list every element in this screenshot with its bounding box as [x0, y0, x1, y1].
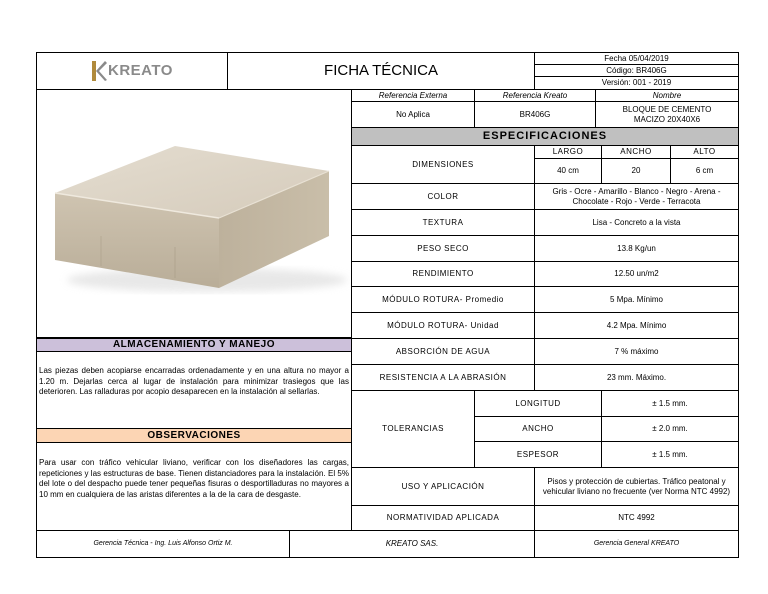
- version-text: Versión: 001 - 2019: [534, 76, 739, 90]
- alto-value: 6 cm: [670, 158, 739, 184]
- modulo-unidad-label: MÓDULO ROTURA- Unidad: [351, 312, 535, 339]
- alto-header: ALTO: [670, 145, 739, 159]
- tol-longitud-label: LONGITUD: [474, 390, 602, 417]
- ref-externa-value: No Aplica: [351, 101, 475, 128]
- kreato-logo: [91, 60, 173, 82]
- tol-longitud-value: ± 1.5 mm.: [601, 390, 739, 417]
- color-value: Gris - Ocre - Amarillo - Blanco - Negro - Arena - Chocolate - Rojo - Verde - Terracota: [534, 183, 739, 210]
- page-title: FICHA TÉCNICA: [227, 52, 535, 90]
- color-label: COLOR: [351, 183, 535, 210]
- observaciones-header: OBSERVACIONES: [36, 428, 352, 443]
- footer-company: KREATO SAS.: [289, 530, 535, 558]
- uso-label: USO Y APLICACIÓN: [351, 467, 535, 506]
- modulo-unidad-value: 4.2 Mpa. Mínimo: [534, 312, 739, 339]
- tolerancias-label: TOLERANCIAS: [351, 390, 475, 468]
- especificaciones-header: ESPECIFICACIONES: [351, 127, 739, 146]
- abrasion-label: RESISTENCIA A LA ABRASIÓN: [351, 364, 535, 391]
- uso-value: Pisos y protección de cubiertas. Tráfico peatonal y vehicular liviano no frecuente (ver Norma NTC 4992): [534, 467, 739, 506]
- almacenamiento-text: Las piezas deben acopiarse encarradas ordenadamente y en una altura no mayor a 1.20 m. Dejarlas cerca al lugar de instalación para minimizar trasiegos que las deterioren. Las ralladuras por acopio desaparecen en la instalación al sellarlas.: [39, 366, 349, 397]
- dimensiones-label: DIMENSIONES: [351, 145, 535, 184]
- almacenamiento-header: ALMACENAMIENTO Y MANEJO: [36, 338, 352, 352]
- ref-kreato-header: Referencia Kreato: [474, 89, 596, 102]
- largo-header: LARGO: [534, 145, 602, 159]
- logo-cell: [36, 52, 228, 90]
- largo-value: 40 cm: [534, 158, 602, 184]
- nombre-header: Nombre: [595, 89, 739, 102]
- ancho-value: 20: [601, 158, 671, 184]
- normatividad-value: NTC 4992: [534, 505, 739, 531]
- ancho-header: ANCHO: [601, 145, 671, 159]
- modulo-promedio-label: MÓDULO ROTURA- Promedio: [351, 286, 535, 313]
- paver-block-image: [37, 90, 351, 337]
- tol-ancho-value: ± 2.0 mm.: [601, 416, 739, 442]
- textura-label: TEXTURA: [351, 209, 535, 236]
- logo-k-mark-icon: [91, 60, 107, 82]
- logo-text: KREATO: [108, 62, 173, 80]
- peso-label: PESO SECO: [351, 235, 535, 262]
- textura-value: Lisa - Concreto a la vista: [534, 209, 739, 236]
- product-image-panel: [36, 89, 352, 338]
- ref-externa-header: Referencia Externa: [351, 89, 475, 102]
- tol-espesor-label: ESPESOR: [474, 441, 602, 468]
- abrasion-value: 23 mm. Máximo.: [534, 364, 739, 391]
- absorcion-label: ABSORCIÓN DE AGUA: [351, 338, 535, 365]
- rendimiento-label: RENDIMIENTO: [351, 261, 535, 287]
- observaciones-text: Para usar con tráfico vehicular liviano, verificar con los diseñadores las cargas, repeticiones y las estructuras de base. Tienen distanciadores para la instalación. El 5% del lote o del despacho puede tener pequeñas fisuras o desportilladuras no mayores a 10 mm en cualquiera de las aristas diferentes a la de la cara de desgaste.: [39, 458, 349, 499]
- tol-ancho-label: ANCHO: [474, 416, 602, 442]
- codigo-text: Código: BR406G: [534, 64, 739, 77]
- peso-value: 13.8 Kg/un: [534, 235, 739, 262]
- footer-gerencia-general: Gerencia General KREATO: [534, 530, 739, 558]
- modulo-promedio-value: 5 Mpa. Mínimo: [534, 286, 739, 313]
- rendimiento-value: 12.50 un/m2: [534, 261, 739, 287]
- nombre-value: BLOQUE DE CEMENTO MACIZO 20X40X6: [595, 101, 739, 128]
- normatividad-label: NORMATIVIDAD APLICADA: [351, 505, 535, 531]
- footer-gerencia-tecnica: Gerencia Técnica - Ing. Luis Alfonso Ortiz M.: [36, 530, 290, 558]
- tol-espesor-value: ± 1.5 mm.: [601, 441, 739, 468]
- fecha-text: Fecha 05/04/2019: [534, 52, 739, 65]
- ref-kreato-value: BR406G: [474, 101, 596, 128]
- absorcion-value: 7 % máximo: [534, 338, 739, 365]
